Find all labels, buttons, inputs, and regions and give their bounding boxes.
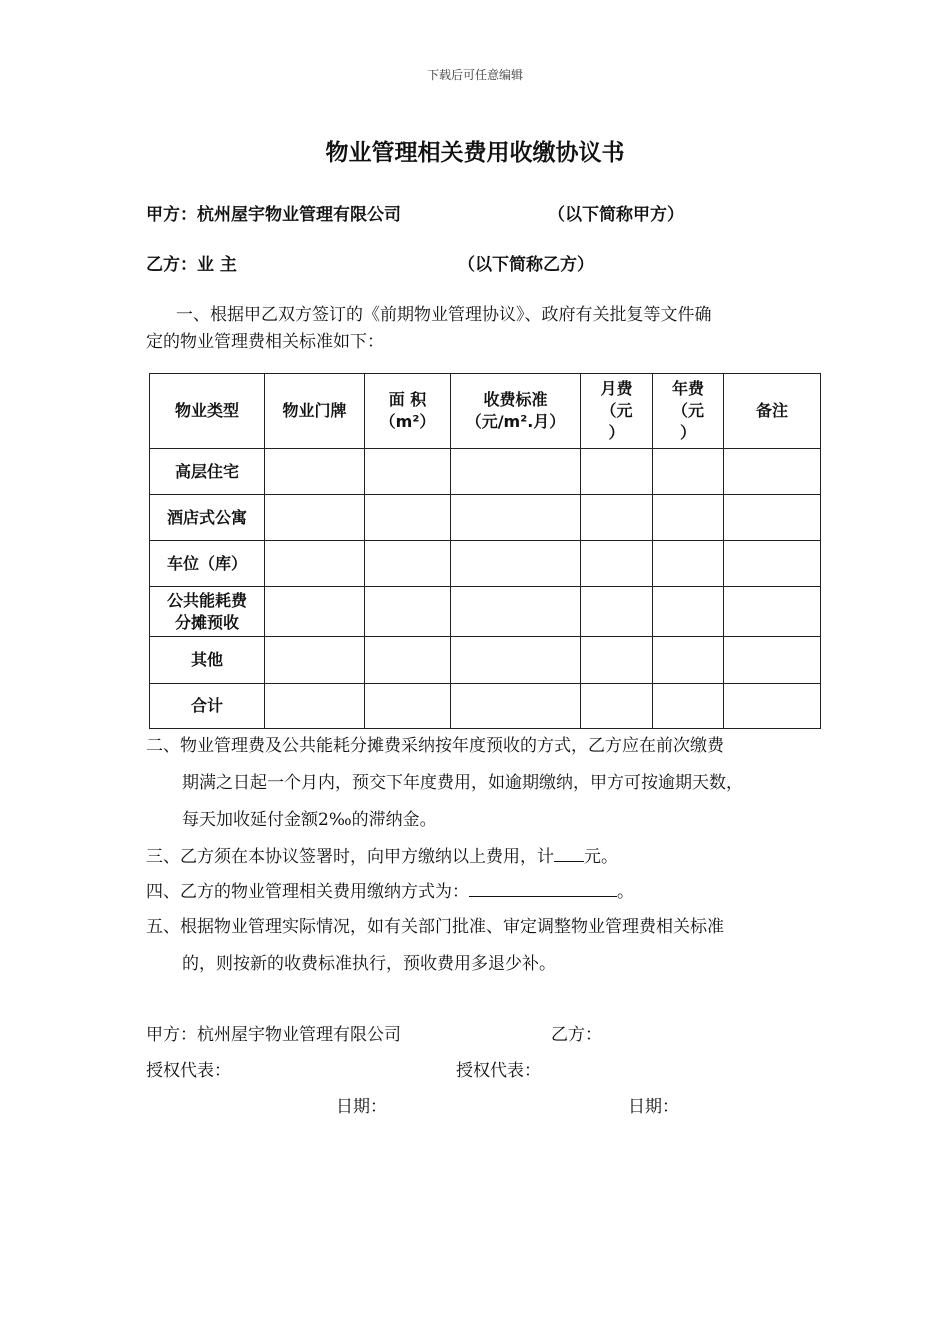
party-b-label: 乙方：业 主 <box>146 255 237 275</box>
table-cell <box>451 541 581 587</box>
clause-1-line-1: 一、根据甲乙双方签订的《前期物业管理协议》、政府有关批复等文件确 <box>176 305 712 325</box>
row-label-public-energy <box>150 587 265 637</box>
table-cell <box>724 587 821 637</box>
signature-party-b: 乙方： <box>551 1025 602 1045</box>
table-cell <box>451 684 581 729</box>
table-cell <box>724 684 821 729</box>
header-yearly-line-1: 年费 <box>671 379 704 398</box>
header-monthly-line-2: （元 <box>600 401 633 420</box>
table-cell <box>265 637 365 684</box>
table-row <box>150 587 821 637</box>
row-label-total: 合计 <box>150 684 265 729</box>
table-cell <box>451 587 581 637</box>
header-yearly-line-2: （元 <box>671 401 704 420</box>
clause-5-line-1: 五、根据物业管理实际情况，如有关部门批准、审定调整物业管理费相关标准 <box>146 917 724 937</box>
table-header-row <box>150 374 821 449</box>
table-cell <box>653 637 724 684</box>
table-row <box>150 684 821 729</box>
table-cell <box>265 495 365 541</box>
header-rate <box>451 374 581 449</box>
table-cell <box>581 684 653 729</box>
table-cell <box>365 684 451 729</box>
clause-3-text: 三、乙方须在本协议签署时，向甲方缴纳以上费用，计 <box>146 847 554 867</box>
table-cell <box>724 541 821 587</box>
header-area <box>365 374 451 449</box>
table-cell <box>265 541 365 587</box>
table-cell <box>653 587 724 637</box>
table-cell <box>451 449 581 495</box>
header-remarks: 备注 <box>724 374 821 449</box>
clause-4 <box>146 877 634 902</box>
party-b-alias: （以下简称乙方） <box>458 255 594 275</box>
table-cell <box>653 449 724 495</box>
amount-blank[interactable] <box>554 845 584 862</box>
row-label-public-energy-line-2: 分摊预收 <box>174 612 239 632</box>
table-row <box>150 637 821 684</box>
table-cell <box>265 587 365 637</box>
table-cell <box>365 495 451 541</box>
clause-4-text: 四、乙方的物业管理相关费用缴纳方式为： <box>146 882 469 902</box>
clause-4-suffix: 。 <box>617 882 634 902</box>
representative-a-label: 授权代表： <box>146 1061 231 1081</box>
row-label-high-rise: 高层住宅 <box>150 449 265 495</box>
header-note: 下载后可任意编辑 <box>426 68 523 82</box>
clause-2-line-1: 二、物业管理费及公共能耗分摊费采纳按年度预收的方式，乙方应在前次缴费 <box>146 736 724 756</box>
row-label-parking: 车位（库） <box>150 541 265 587</box>
table-row <box>150 541 821 587</box>
table-cell <box>581 541 653 587</box>
header-yearly-fee <box>653 374 724 449</box>
table-row <box>150 449 821 495</box>
date-a-label: 日期： <box>336 1097 387 1117</box>
table-cell <box>365 449 451 495</box>
payment-method-blank[interactable] <box>469 880 617 897</box>
table-cell <box>581 449 653 495</box>
header-rate-line-1: 收费标准 <box>483 390 548 409</box>
table-cell <box>724 637 821 684</box>
table-cell <box>265 684 365 729</box>
header-monthly-fee <box>581 374 653 449</box>
party-a-alias: （以下简称甲方） <box>548 205 684 225</box>
date-b-label: 日期： <box>628 1097 679 1117</box>
clause-2-line-2: 期满之日起一个月内，预交下年度费用，如逾期缴纳，甲方可按逾期天数， <box>182 773 743 793</box>
header-yearly-line-3: ） <box>679 423 696 442</box>
table-cell <box>365 541 451 587</box>
table-cell <box>365 587 451 637</box>
party-a-label: 甲方：杭州屋宇物业管理有限公司 <box>146 205 401 225</box>
table-cell <box>724 449 821 495</box>
table-cell <box>581 495 653 541</box>
header-rate-line-2: （元/m².月） <box>465 412 566 431</box>
table-cell <box>653 495 724 541</box>
fee-table <box>149 373 821 729</box>
clause-3-suffix: 元。 <box>584 847 618 867</box>
clause-5-line-2: 的，则按新的收费标准执行，预收费用多退少补。 <box>182 954 556 974</box>
table-cell <box>265 449 365 495</box>
row-label-other: 其他 <box>150 637 265 684</box>
clause-3 <box>146 842 618 867</box>
table-row <box>150 495 821 541</box>
header-monthly-line-3: ） <box>608 423 625 442</box>
table-cell <box>451 637 581 684</box>
clause-1-line-2: 定的物业管理费相关标准如下： <box>146 332 384 352</box>
row-label-hotel-apartment: 酒店式公寓 <box>150 495 265 541</box>
table-cell <box>451 495 581 541</box>
table-cell <box>653 684 724 729</box>
header-property-type: 物业类型 <box>150 374 265 449</box>
table-cell <box>581 587 653 637</box>
header-door-plate: 物业门牌 <box>265 374 365 449</box>
table-cell <box>581 637 653 684</box>
header-monthly-line-1: 月费 <box>600 379 633 398</box>
table-cell <box>653 541 724 587</box>
signature-party-a: 甲方：杭州屋宇物业管理有限公司 <box>146 1025 401 1045</box>
header-area-line-1: 面 积 <box>388 390 427 409</box>
representative-b-label: 授权代表： <box>456 1061 541 1081</box>
table-cell <box>365 637 451 684</box>
header-area-line-2: （m²） <box>379 412 436 431</box>
row-label-public-energy-line-1: 公共能耗费 <box>166 590 247 610</box>
clause-2-line-3: 每天加收延付金额2‰的滞纳金。 <box>182 810 437 830</box>
document-title: 物业管理相关费用收缴协议书 <box>325 139 625 166</box>
table-cell <box>724 495 821 541</box>
